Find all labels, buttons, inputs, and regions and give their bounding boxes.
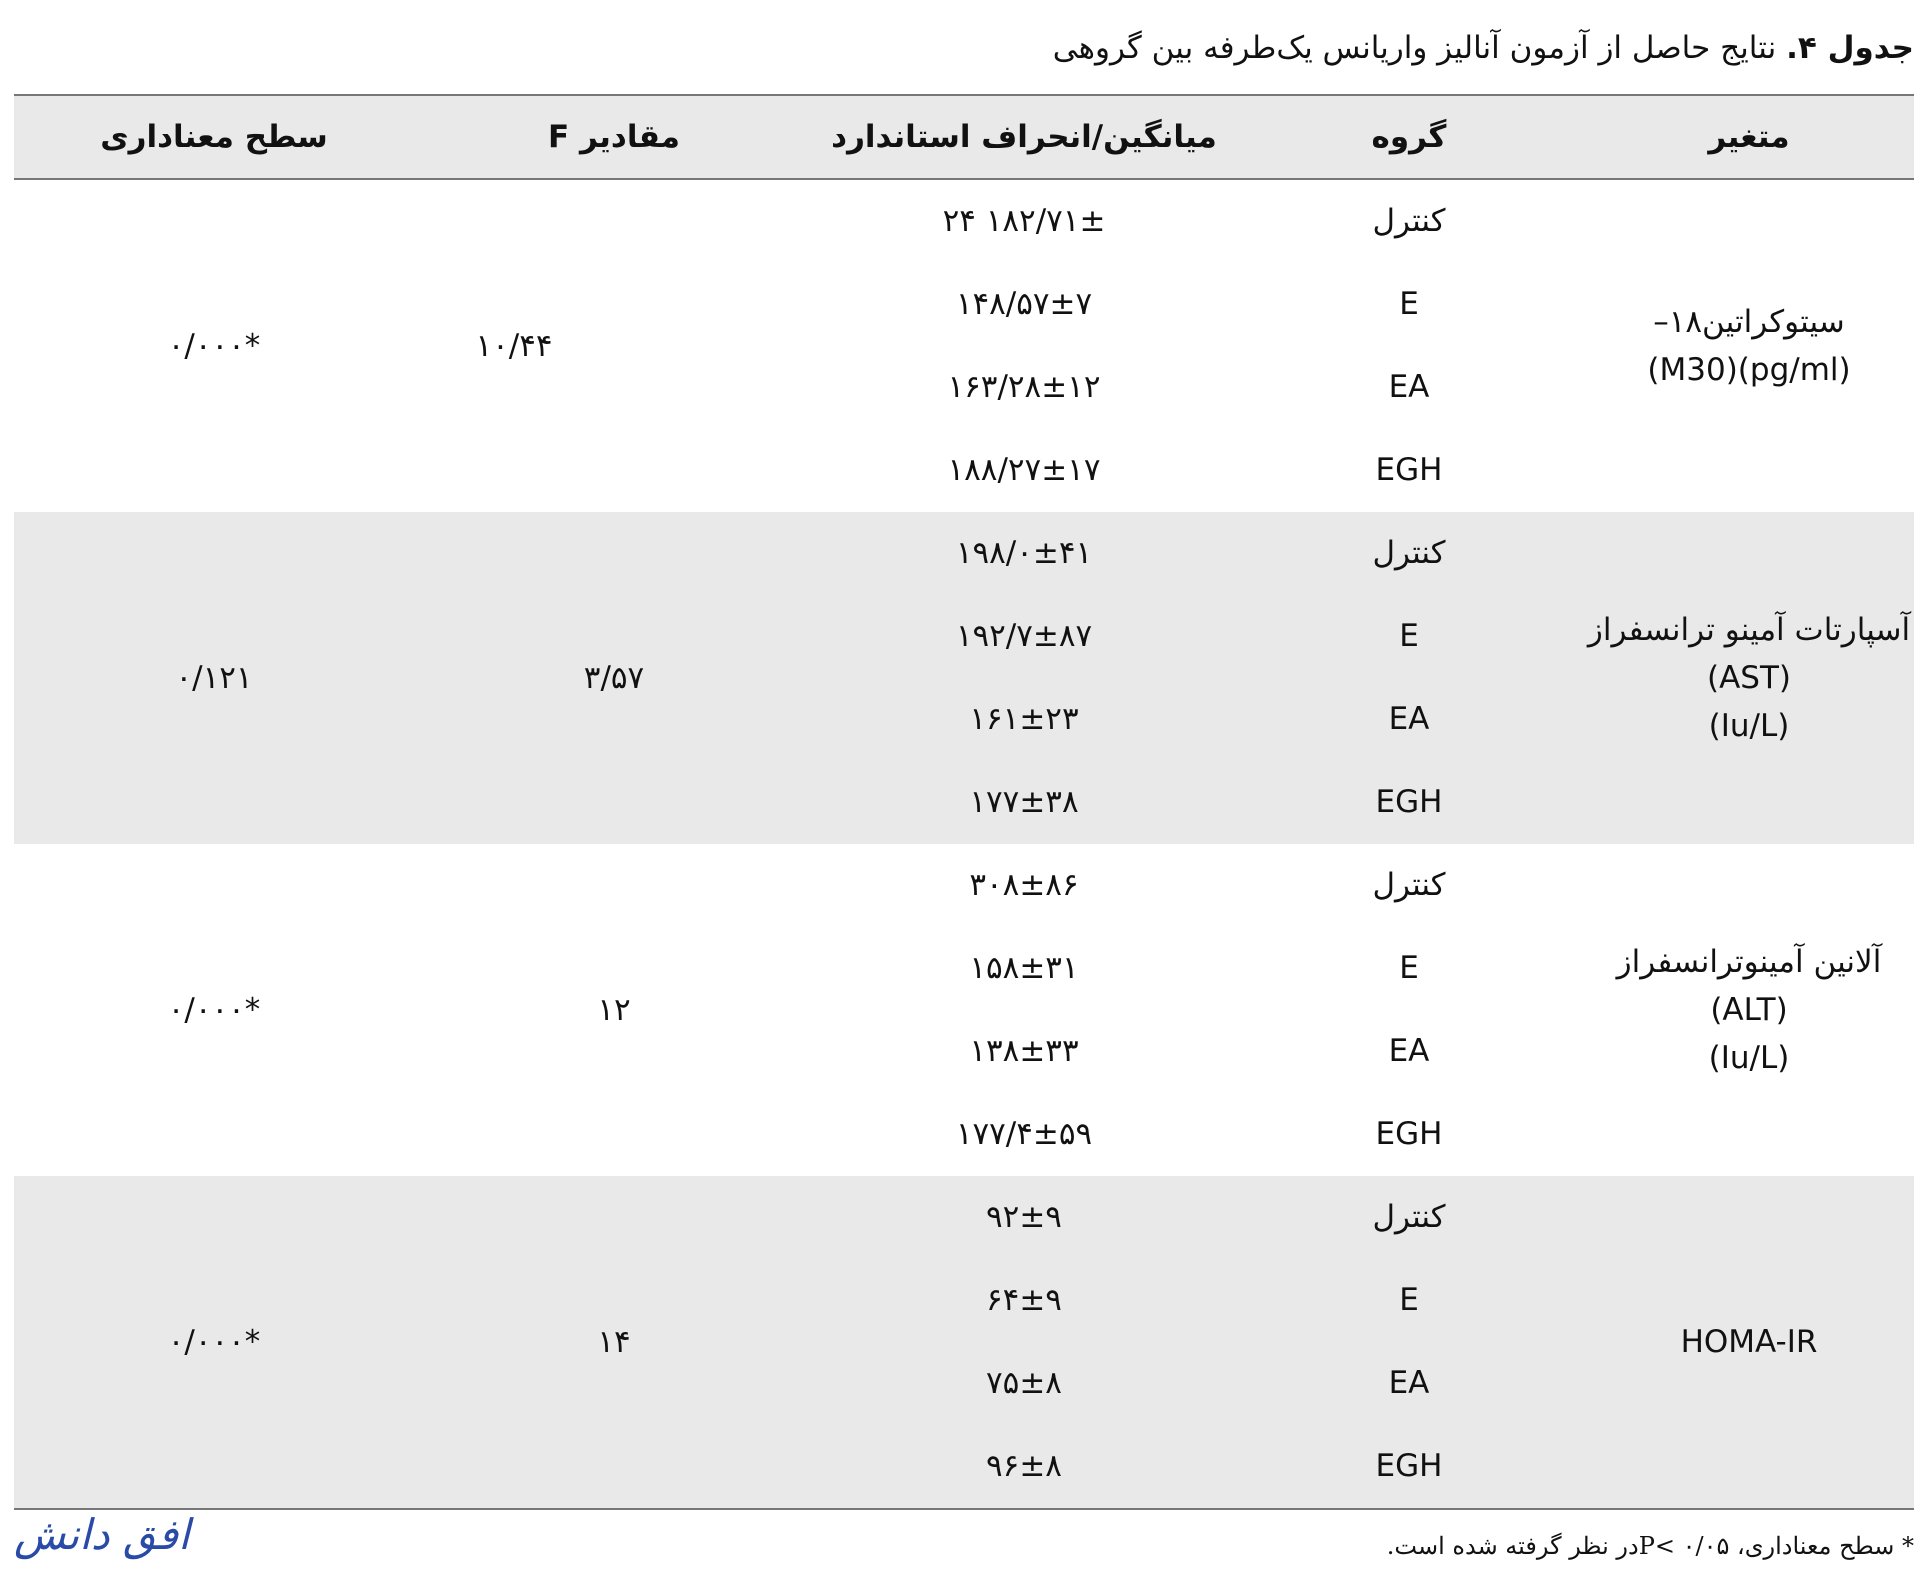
significance-value: *۰/۰۰۰ <box>167 1324 261 1360</box>
mean-sd-value: ۱۴۸/۵۷±۷ <box>955 286 1093 322</box>
mean-sd-value: ۱۸۲/۷۱± ۲۴ <box>942 203 1106 239</box>
group-cell <box>1234 512 1584 844</box>
mean-sd-value: ۷۵±۸ <box>986 1365 1062 1401</box>
header-group: گروه <box>1371 119 1447 155</box>
variable-line: (Iu/L) <box>1708 1040 1790 1076</box>
table-caption <box>414 26 1914 70</box>
header-mean-sd: میانگین/انحراف استاندارد <box>831 119 1217 155</box>
variable-line: (ALT) <box>1710 992 1788 1028</box>
group-label: E <box>1399 1282 1419 1318</box>
group-label: کنترل <box>1372 535 1446 571</box>
variable-cell <box>1584 1176 1914 1508</box>
table-row-ast <box>14 512 1914 844</box>
f-value: ۱۲ <box>597 992 631 1028</box>
f-value-cell <box>414 844 814 1176</box>
table-header-row <box>14 96 1914 180</box>
header-significance: سطح معناداری <box>100 119 328 155</box>
mean-sd-value: ۱۶۳/۲۸±۱۲ <box>947 369 1101 405</box>
f-value: ۳/۵۷ <box>583 660 645 696</box>
variable-line: آسپارتات آمینو ترانسفراز <box>1587 612 1911 648</box>
group-label: EGH <box>1375 1448 1443 1484</box>
table-number: جدول ۴. <box>1786 30 1914 66</box>
mean-sd-value: ۱۷۷/۴±۵۹ <box>955 1116 1093 1152</box>
mean-sd-cell <box>814 512 1234 844</box>
group-label: EA <box>1388 369 1430 405</box>
group-label: EA <box>1388 1033 1430 1069</box>
mean-sd-value: ۶۴±۹ <box>986 1282 1062 1318</box>
variable-cell <box>1584 512 1914 844</box>
variable-line: (AST) <box>1706 660 1792 696</box>
group-label: EGH <box>1375 1116 1443 1152</box>
mean-sd-cell <box>814 844 1234 1176</box>
significance-cell <box>14 512 414 844</box>
variable-line: آلانین آمینوترانسفراز <box>1616 944 1882 980</box>
variable-line: سیتوکراتین۱۸– <box>1653 304 1845 340</box>
group-label: کنترل <box>1372 1199 1446 1235</box>
variable-line: (Iu/L) <box>1708 708 1790 744</box>
mean-sd-value: ۱۹۸/۰±۴۱ <box>955 535 1093 571</box>
significance-value: ۰/۱۲۱ <box>175 660 253 696</box>
mean-sd-value: ۱۹۲/۷±۸۷ <box>955 618 1093 654</box>
mean-sd-cell <box>814 180 1234 512</box>
mean-sd-value: ۹۶±۸ <box>986 1448 1062 1484</box>
anova-table <box>14 94 1914 1510</box>
group-label: کنترل <box>1372 867 1446 903</box>
group-label: E <box>1399 950 1419 986</box>
table-footnote: * سطح معناداری، P< ۰/۰۵در نظر گرفته شده است. <box>1386 1532 1914 1560</box>
header-f-values: مقادیر F <box>548 119 680 155</box>
group-label: E <box>1399 286 1419 322</box>
group-label: EGH <box>1375 784 1443 820</box>
group-label: EA <box>1388 701 1430 737</box>
mean-sd-value: ۱۷۷±۳۸ <box>969 784 1079 820</box>
group-label: EA <box>1388 1365 1430 1401</box>
variable-cell <box>1584 180 1914 512</box>
significance-value: *۰/۰۰۰ <box>167 992 261 1028</box>
variable-line: (pg/ml)(M30) <box>1647 352 1851 388</box>
table-row-ck18 <box>14 180 1914 512</box>
mean-sd-cell <box>814 1176 1234 1508</box>
f-value-cell <box>414 180 814 512</box>
group-label: EGH <box>1375 452 1443 488</box>
significance-cell <box>14 844 414 1176</box>
significance-cell <box>14 180 414 512</box>
group-label: کنترل <box>1372 203 1446 239</box>
variable-line: HOMA-IR <box>1680 1324 1818 1360</box>
group-cell <box>1234 844 1584 1176</box>
mean-sd-value: ۳۰۸±۸۶ <box>969 867 1079 903</box>
table-row-homa-ir <box>14 1176 1914 1508</box>
table-title: نتایج حاصل از آزمون آنالیز واریانس یک‌طرفه بین گروهی <box>1052 30 1787 66</box>
header-variable: متغیر <box>1708 119 1790 155</box>
group-cell <box>1234 180 1584 512</box>
f-value-cell <box>414 512 814 844</box>
variable-cell <box>1584 844 1914 1176</box>
group-label: E <box>1399 618 1419 654</box>
f-value: ۱۴ <box>597 1324 631 1360</box>
journal-logo: افق دانش <box>14 1510 190 1559</box>
group-cell <box>1234 1176 1584 1508</box>
table-row-alt <box>14 844 1914 1176</box>
mean-sd-value: ۱۶۱±۲۳ <box>969 701 1079 737</box>
mean-sd-value: ۹۲±۹ <box>986 1199 1062 1235</box>
mean-sd-value: ۱۵۸±۳۱ <box>969 950 1079 986</box>
f-value: ۱۰/۴۴ <box>475 328 553 364</box>
mean-sd-value: ۱۳۸±۳۳ <box>969 1033 1079 1069</box>
f-value-cell <box>414 1176 814 1508</box>
significance-value: *۰/۰۰۰ <box>167 328 261 364</box>
significance-cell <box>14 1176 414 1508</box>
mean-sd-value: ۱۸۸/۲۷±۱۷ <box>947 452 1101 488</box>
